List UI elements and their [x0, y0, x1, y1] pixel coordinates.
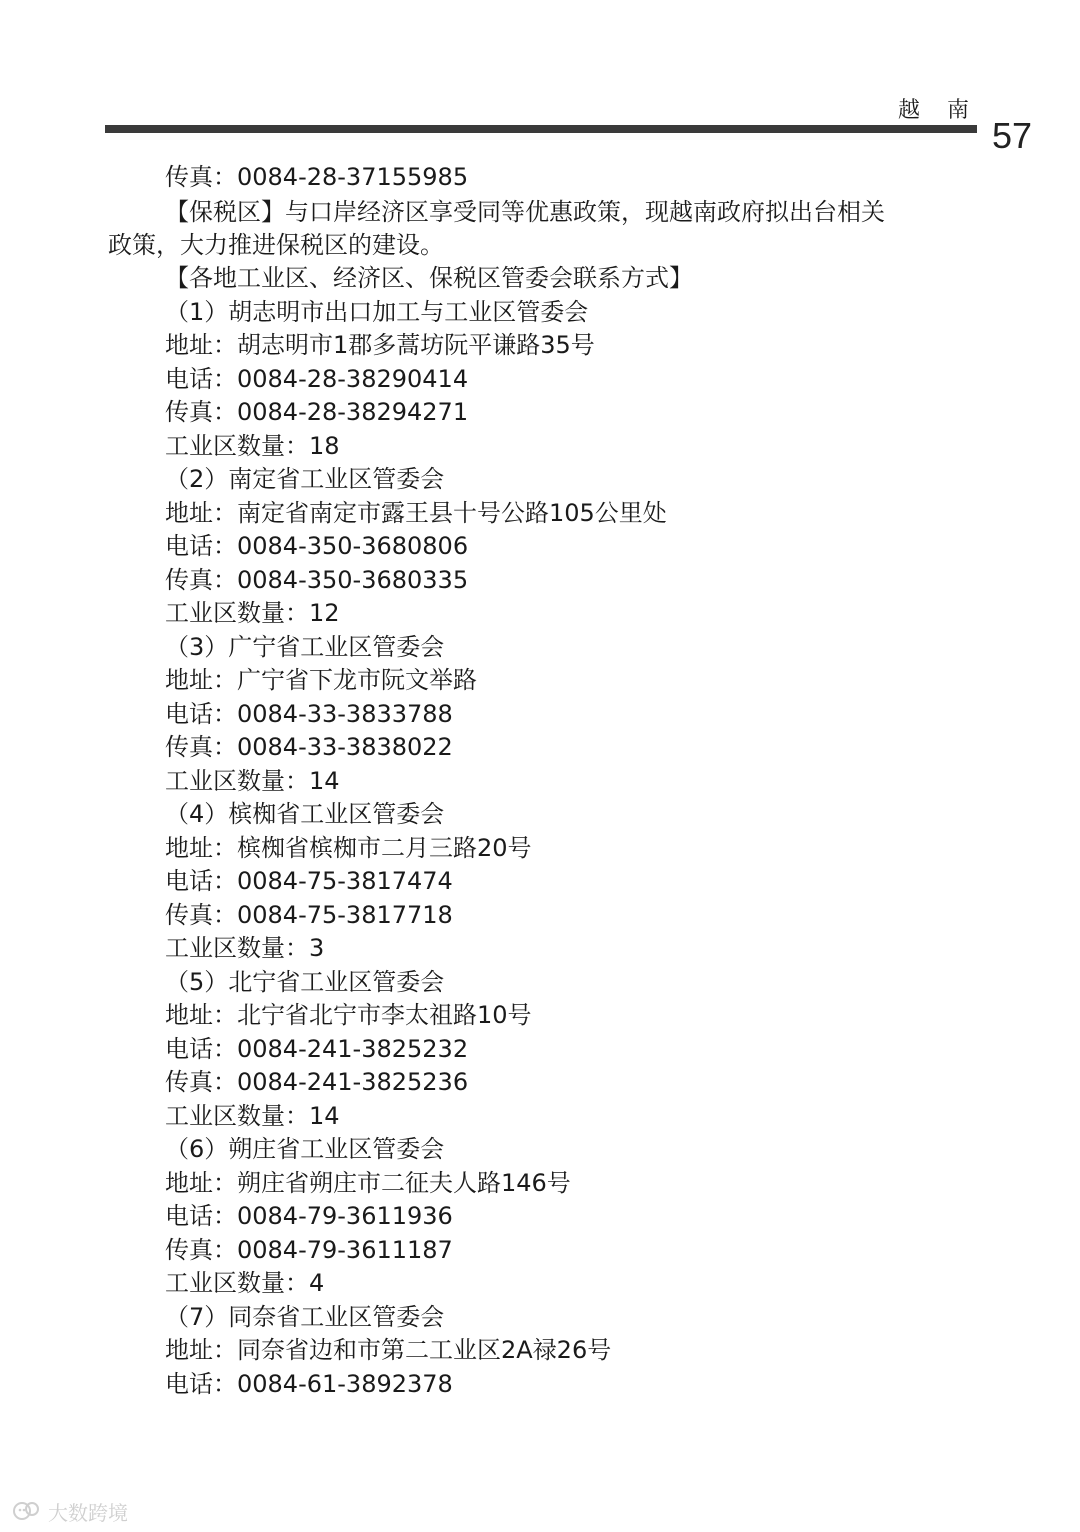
address-line: 地址：胡志明市1郡多蒿坊阮平谦路35号 — [165, 331, 595, 359]
zone-count-line: 工业区数量：12 — [165, 599, 340, 627]
entry-title: （4）槟椥省工业区管委会 — [165, 800, 445, 828]
fax-line: 传真：0084-75-3817718 — [165, 901, 453, 929]
zone-count-line: 工业区数量：4 — [165, 1269, 325, 1297]
fax-line: 传真：0084-33-3838022 — [165, 733, 453, 761]
running-head: 越 南 — [898, 98, 979, 123]
phone-line: 电话：0084-350-3680806 — [165, 532, 469, 560]
entry-title: （2）南定省工业区管委会 — [165, 465, 445, 493]
phone-line: 电话：0084-33-3833788 — [165, 700, 453, 728]
address-line: 地址：北宁省北宁市李太祖路10号 — [165, 1001, 532, 1029]
page-number: 57 — [992, 115, 1033, 156]
entry-title: （6）朔庄省工业区管委会 — [165, 1135, 445, 1163]
entry-title: （1）胡志明市出口加工与工业区管委会 — [165, 298, 589, 326]
phone-line: 电话：0084-241-3825232 — [165, 1035, 469, 1063]
zone-count-line: 工业区数量：3 — [165, 934, 325, 962]
address-line: 地址：同奈省边和市第二工业区2A禄26号 — [165, 1336, 612, 1364]
entry-title: （7）同奈省工业区管委会 — [165, 1303, 445, 1331]
bonded-zone-paragraph: 【保税区】与口岸经济区享受同等优惠政策，现越南政府拟出台相关 — [165, 198, 885, 226]
address-line: 地址：朔庄省朔庄市二征夫人路146号 — [165, 1169, 571, 1197]
entry-title: （3）广宁省工业区管委会 — [165, 633, 445, 661]
phone-line: 电话：0084-75-3817474 — [165, 867, 453, 895]
section-heading: 【各地工业区、经济区、保税区管委会联系方式】 — [165, 264, 693, 292]
address-line: 地址：广宁省下龙市阮文举路 — [165, 666, 477, 694]
fax-line: 传真：0084-28-38294271 — [165, 398, 469, 426]
bonded-zone-paragraph-cont: 政策，大力推进保税区的建设。 — [108, 231, 444, 259]
phone-line: 电话：0084-28-38290414 — [165, 365, 469, 393]
fax-line: 传真：0084-28-37155985 — [165, 163, 469, 191]
header-rule — [105, 125, 977, 133]
zone-count-line: 工业区数量：18 — [165, 432, 340, 460]
address-line: 地址：槟椥省槟椥市二月三路20号 — [165, 834, 532, 862]
fax-line: 传真：0084-350-3680335 — [165, 566, 469, 594]
fax-line: 传真：0084-79-3611187 — [165, 1236, 453, 1264]
fax-line: 传真：0084-241-3825236 — [165, 1068, 469, 1096]
watermark-text: 大数跨境 — [48, 1500, 128, 1525]
address-line: 地址：南定省南定市露王县十号公路105公里处 — [165, 499, 667, 527]
entry-title: （5）北宁省工业区管委会 — [165, 968, 445, 996]
watermark — [12, 1497, 128, 1525]
phone-line: 电话：0084-61-3892378 — [165, 1370, 453, 1398]
zone-count-line: 工业区数量：14 — [165, 767, 340, 795]
chat-bubble-logo-icon — [12, 1500, 42, 1522]
phone-line: 电话：0084-79-3611936 — [165, 1202, 453, 1230]
zone-count-line: 工业区数量：14 — [165, 1102, 340, 1130]
